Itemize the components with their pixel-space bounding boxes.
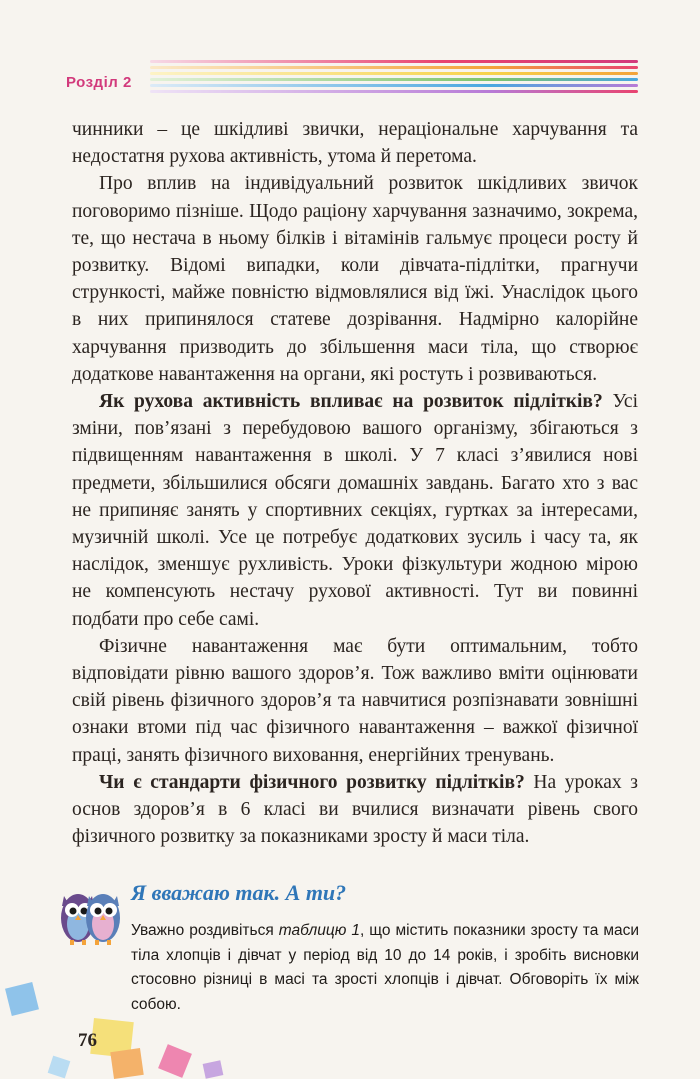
paragraph-5 xyxy=(72,769,638,851)
stripe-4 xyxy=(150,78,638,81)
paragraph-3 xyxy=(72,388,638,633)
decor-square-pink xyxy=(158,1044,192,1078)
stripe-2 xyxy=(150,66,638,69)
owls-illustration xyxy=(58,880,122,946)
think-box-title: Я вважаю так. А ти? xyxy=(131,880,347,905)
paragraph-1: чинники – це шкідливі звички, нераціональне харчування та недостатня рухова активність, утома й перетома. xyxy=(72,119,638,168)
decor-square-lavender xyxy=(203,1060,224,1078)
heading-physical-activity: Як рухова активність впливає на розвиток підлітків? xyxy=(99,391,603,413)
paragraph-4: Фізичне навантаження має бути оптимальним, тобто відповідати рівню вашого здоров’я. Тож важливо вміти оцінювати свій рівень фізичного здоров’я та навчитися розпізнавати зовнішні ознаки втоми під час фізичного навантаження – важкої фізичної праці, занять фізичного виховання, енергійних тренувань. xyxy=(72,635,638,766)
think-box-text xyxy=(131,919,639,1017)
main-text xyxy=(72,116,638,850)
think-box-text-end: , що містить показники зросту та маси тіла хлопців і дівчат у період від 10 до 14 років, і зробіть висновки стосовно різниці в масі та зрості хлопців і дівчат. Обговоріть їх між собою. xyxy=(131,922,639,1013)
paragraph-2: Про вплив на індивідуальний розвиток шкідливих звичок поговоримо пізніше. Щодо раціону харчування зазначимо, зокрема, те, що нестача в ньому білків і вітамінів гальмує процеси росту й розвитку. Відомі випадки, коли дівчата-підлітки, прагнучи стрункості, майже повністю відмовлялися від їжі. Унаслідок цього в них припинялося статеве дозрівання. Надмірно калорійне харчування призводить до збільшення маси тіла, що створює додаткове навантаження на органи, які ростуть і розвиваються. xyxy=(72,173,638,385)
paragraph-5-text: На уроках з основ здоров’я в 6 класі ви вчилися визначати рівень свого фізичного розвитку за показниками зросту й маси тіла. xyxy=(72,771,639,848)
decor-square-orange xyxy=(110,1048,143,1079)
table-reference: таблицю 1 xyxy=(278,922,360,939)
stripe-6 xyxy=(150,90,638,93)
section-label: Розділ 2 xyxy=(66,74,132,91)
stripe-1 xyxy=(150,60,638,63)
page-number: 76 xyxy=(78,1030,97,1051)
owls-icon xyxy=(58,880,122,946)
paragraph-3-text: Усі зміни, пов’язані з перебудовою вашого організму, збігаються з підвищенням навантаження в школі. У 7 класі з’явилися нові предмети, збільшилися обсяги домашніх завдань. Багато хто з вас не припиняє занять у спортивних секціях, гуртках за інтересами, музичній школі. Усе це потребує додаткових зусиль і часу та, як наслідок, зменшує рухливість. Уроки фізкультури жодною мірою не компенсують нестачу рухової активності. Тут ви повинні подбати про себе самі. xyxy=(72,391,638,630)
rainbow-stripes xyxy=(150,58,638,98)
stripe-5 xyxy=(150,84,638,87)
decor-square-lightblue xyxy=(48,1056,71,1079)
stripe-3 xyxy=(150,72,638,75)
heading-standards: Чи є стандарти фізичного розвитку підлітків? xyxy=(99,771,525,793)
think-box-text-start: Уважно роздивіться xyxy=(131,922,279,939)
decor-square-blue xyxy=(5,982,39,1016)
page-header xyxy=(0,50,700,110)
